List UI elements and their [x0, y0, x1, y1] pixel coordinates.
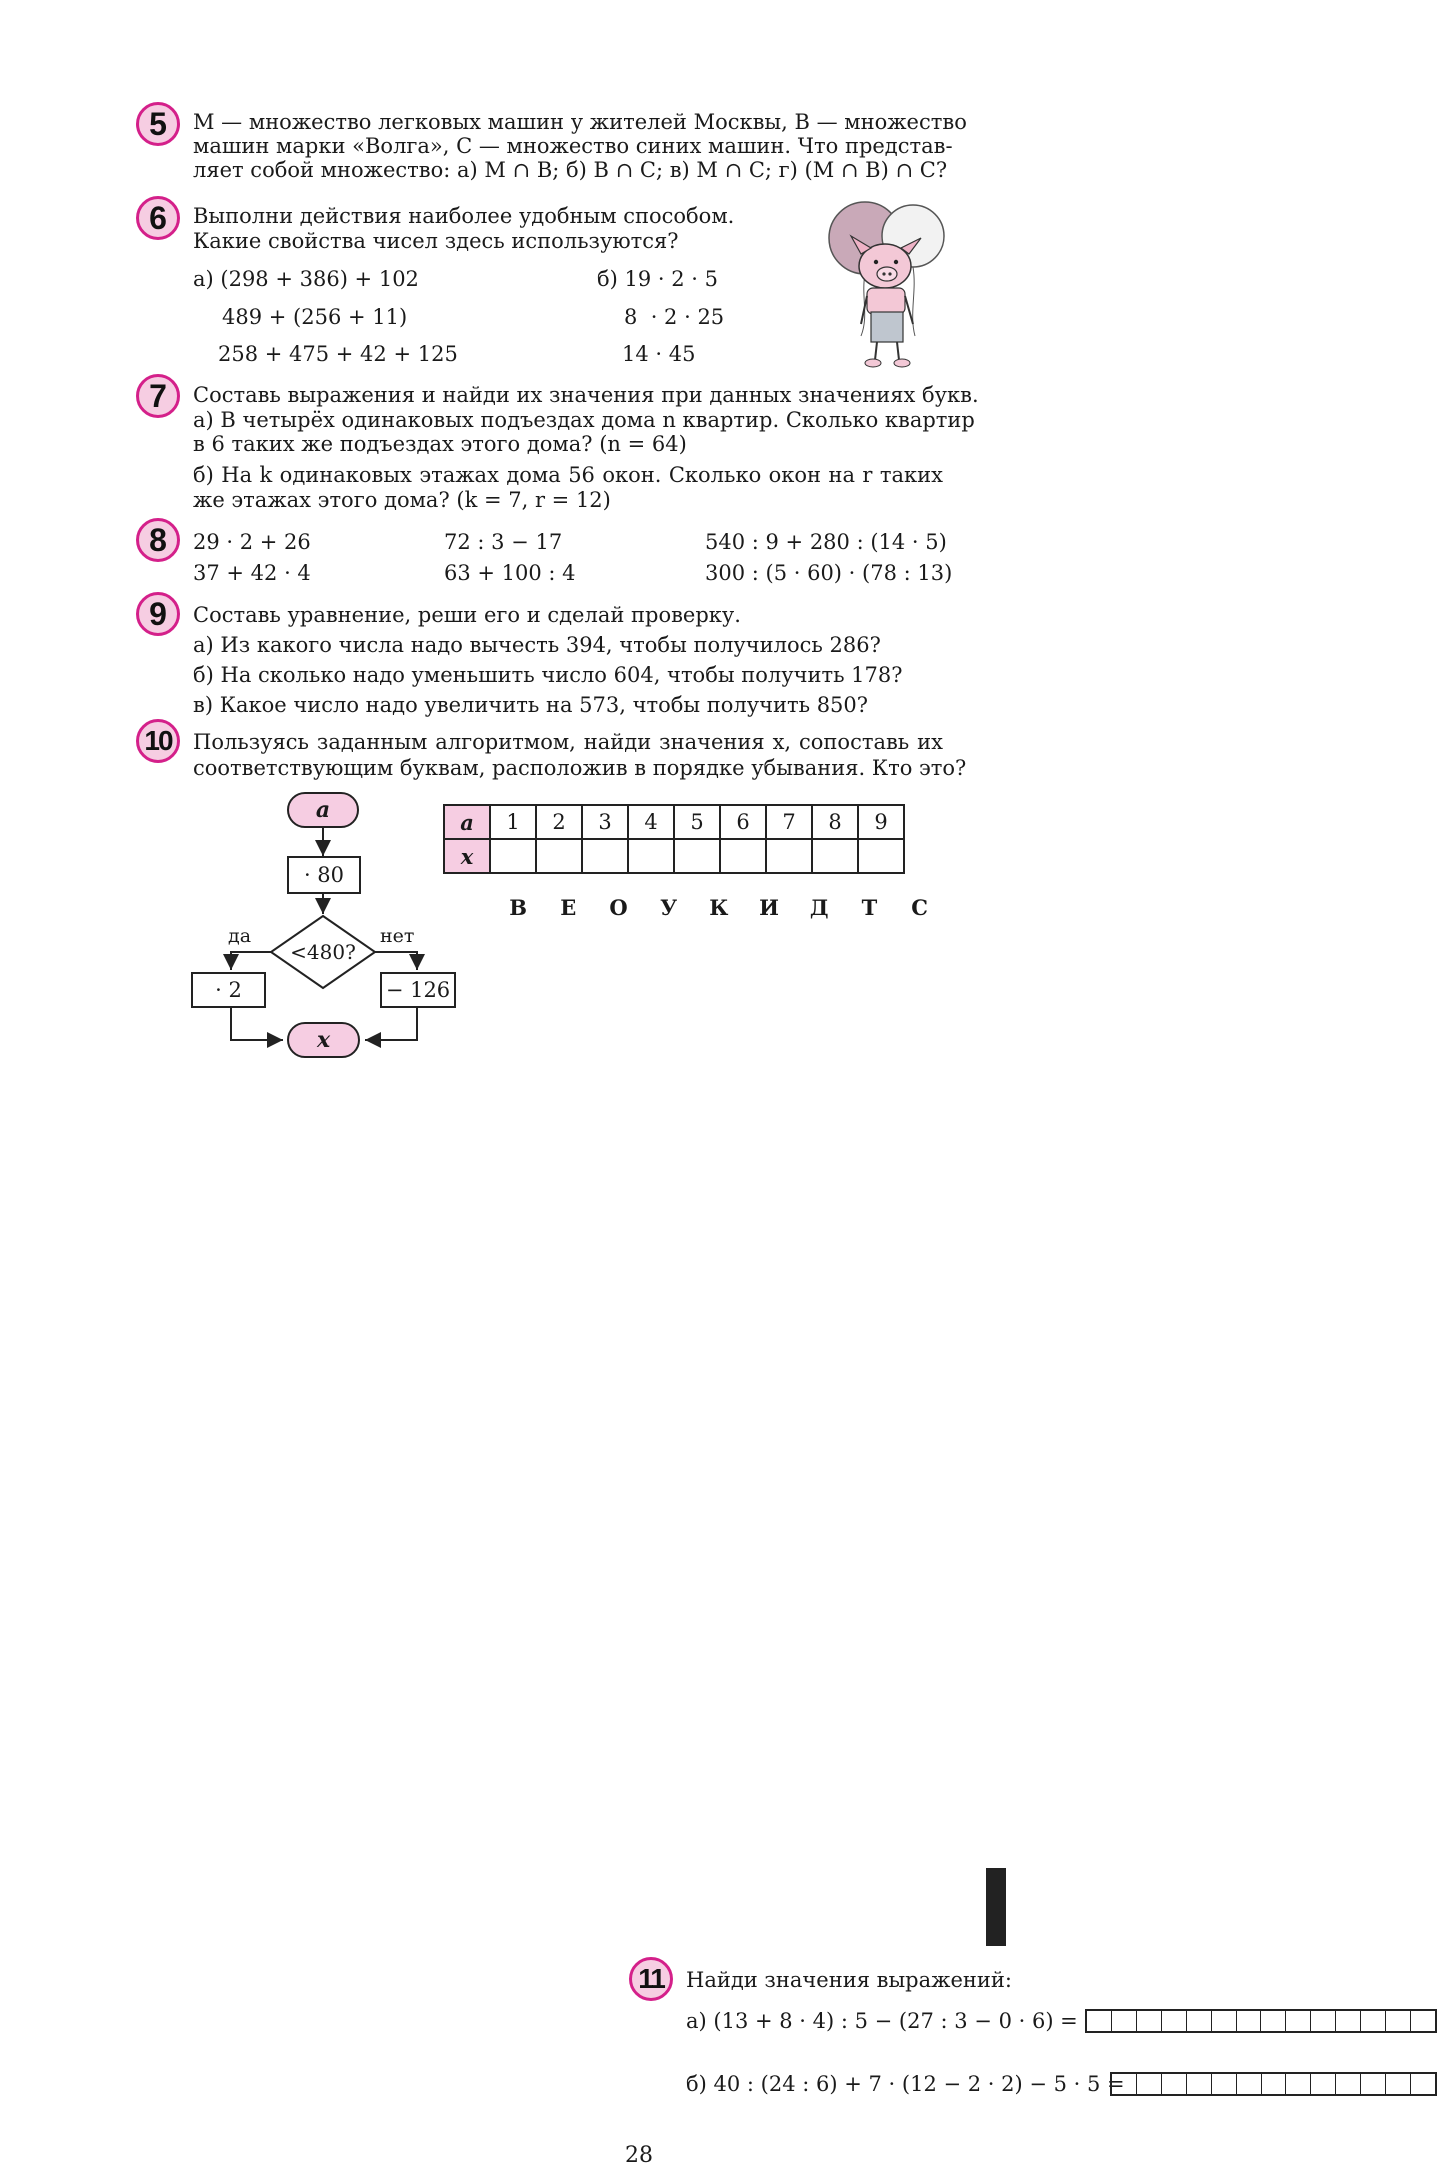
task-11-badge: 11 — [629, 1957, 673, 2001]
table-cell-x7[interactable] — [766, 839, 812, 873]
task-8-r2-c3: 300 : (5 · 60) · (78 : 13) — [705, 561, 953, 585]
task-8-r1-c3: 540 : 9 + 280 : (14 · 5) — [705, 530, 947, 554]
table-cell-x9[interactable] — [858, 839, 904, 873]
letter-5: К — [709, 895, 729, 920]
task-10-badge: 10 — [136, 719, 180, 763]
table-cell-a8: 8 — [812, 805, 858, 839]
task-10-letters — [493, 895, 1125, 2168]
table-cell-a7: 7 — [766, 805, 812, 839]
table-cell-a3: 3 — [582, 805, 628, 839]
table-cell-x1[interactable] — [490, 839, 536, 873]
table-header-a: a — [444, 805, 490, 839]
task-10-value-table — [443, 804, 905, 874]
table-header-x: x — [444, 839, 490, 873]
task-8-r2-c2: 63 + 100 : 4 — [444, 561, 576, 585]
task-9-line-4: в) Какое число надо увеличить на 573, чтобы получить 850? — [193, 693, 869, 717]
task-6-line-2: Какие свойства чисел здесь используются? — [193, 229, 679, 253]
task-7-line-5: же этажах этого дома? (k = 7, r = 12) — [193, 488, 611, 512]
task-9-line-2: а) Из какого числа надо вычесть 394, чтобы получилось 286? — [193, 633, 881, 657]
letter-9: С — [911, 895, 928, 920]
table-cell-a6: 6 — [720, 805, 766, 839]
table-cell-a2: 2 — [536, 805, 582, 839]
table-cell-x6[interactable] — [720, 839, 766, 873]
task-6-line-1: Выполни действия наиболее удобным способом. — [193, 204, 735, 228]
letter-3: О — [609, 895, 628, 920]
pig-with-balloons-illustration — [825, 196, 950, 371]
letter-6: И — [759, 895, 779, 920]
flowchart-start: a — [287, 792, 359, 828]
task-11-answer-a[interactable] — [1085, 2009, 1437, 2033]
flowchart-condition: <480? — [290, 940, 356, 964]
task-7-badge: 7 — [136, 374, 180, 418]
task-5-line-2: машин марки «Волга», C — множество синих машин. Что представ- — [193, 134, 953, 158]
table-cell-x2[interactable] — [536, 839, 582, 873]
task-9-badge: 9 — [136, 592, 180, 636]
task-11-title: Найди значения выражений: — [686, 1968, 1012, 1992]
table-cell-a5: 5 — [674, 805, 720, 839]
task-8-r2-c1: 37 + 42 · 4 — [193, 561, 311, 585]
task-7-line-4: б) На k одинаковых этажах дома 56 окон. Сколько окон на r таких — [193, 463, 943, 487]
answer-cell[interactable] — [1003, 1907, 1005, 1945]
table-cell-x3[interactable] — [582, 839, 628, 873]
table-cell-x5[interactable] — [674, 839, 720, 873]
task-6-badge: 6 — [136, 196, 180, 240]
flowchart-yes-action: · 2 — [191, 972, 266, 1008]
flowchart-no-label: нет — [380, 925, 415, 947]
flowchart-end: x — [287, 1022, 360, 1058]
letter-4: У — [660, 895, 678, 920]
task-10-answer-grid[interactable] — [986, 1868, 1006, 1946]
answer-cell[interactable] — [1003, 1869, 1005, 1907]
task-8-r1-c1: 29 · 2 + 26 — [193, 530, 311, 554]
task-6-a-3: 258 + 475 + 42 + 125 — [218, 342, 458, 366]
table-cell-a4: 4 — [628, 805, 674, 839]
task-7-line-2: а) В четырёх одинаковых подъездах дома n квартир. Сколько квартир — [193, 408, 975, 432]
task-11-expr-a: а) (13 + 8 · 4) : 5 − (27 : 3 − 0 · 6) = — [686, 2009, 1078, 2033]
task-6-b-2: 8 · 2 · 25 — [624, 305, 725, 329]
page-number: 28 — [625, 2143, 653, 2168]
task-8-r1-c2: 72 : 3 − 17 — [444, 530, 563, 554]
answer-row-1 — [987, 1869, 1005, 1907]
task-10-line-1: Пользуясь заданным алгоритмом, найди значения x, сопоставь их — [193, 730, 943, 754]
letter-7: Д — [809, 895, 829, 920]
task-8-badge: 8 — [136, 518, 180, 562]
task-5-badge: 5 — [136, 102, 180, 146]
task-11-answer-b[interactable] — [1110, 2072, 1437, 2096]
letter-8: Т — [861, 895, 878, 920]
task-11-expr-b: б) 40 : (24 : 6) + 7 · (12 − 2 · 2) − 5 · 5 = — [686, 2072, 1125, 2096]
table-row-x — [444, 839, 904, 873]
task-6-b-1: б) 19 · 2 · 5 — [597, 267, 719, 291]
flowchart-multiply-box: · 80 — [287, 856, 361, 894]
task-6-a-2: 489 + (256 + 11) — [222, 305, 408, 329]
task-5-line-3: ляет собой множество: а) M ∩ B; б) B ∩ C; в) M ∩ C; г) (M ∩ B) ∩ C? — [193, 158, 948, 182]
letter-1: В — [509, 895, 527, 920]
flowchart-yes-label: да — [228, 925, 252, 947]
task-9-line-3: б) На сколько надо уменьшить число 604, чтобы получить 178? — [193, 663, 903, 687]
table-cell-a9: 9 — [858, 805, 904, 839]
task-9-line-1: Составь уравнение, реши его и сделай проверку. — [193, 603, 741, 627]
answer-row-2 — [987, 1907, 1005, 1945]
table-cell-x4[interactable] — [628, 839, 674, 873]
table-cell-x8[interactable] — [812, 839, 858, 873]
table-row-a — [444, 805, 904, 839]
task-5-line-1: M — множество легковых машин у жителей Москвы, B — множество — [193, 110, 967, 134]
task-7-line-3: в 6 таких же подъездах этого дома? (n = 64) — [193, 432, 687, 456]
flowchart-no-action: − 126 — [380, 972, 456, 1008]
task-10-line-2: соответствующим буквам, расположив в порядке убывания. Кто это? — [193, 756, 967, 780]
task-6-a-1: а) (298 + 386) + 102 — [193, 267, 419, 291]
letter-2: Е — [560, 895, 577, 920]
table-cell-a1: 1 — [490, 805, 536, 839]
task-7-line-1: Составь выражения и найди их значения при данных значениях букв. — [193, 383, 979, 407]
task-6-b-3: 14 · 45 — [622, 342, 696, 366]
